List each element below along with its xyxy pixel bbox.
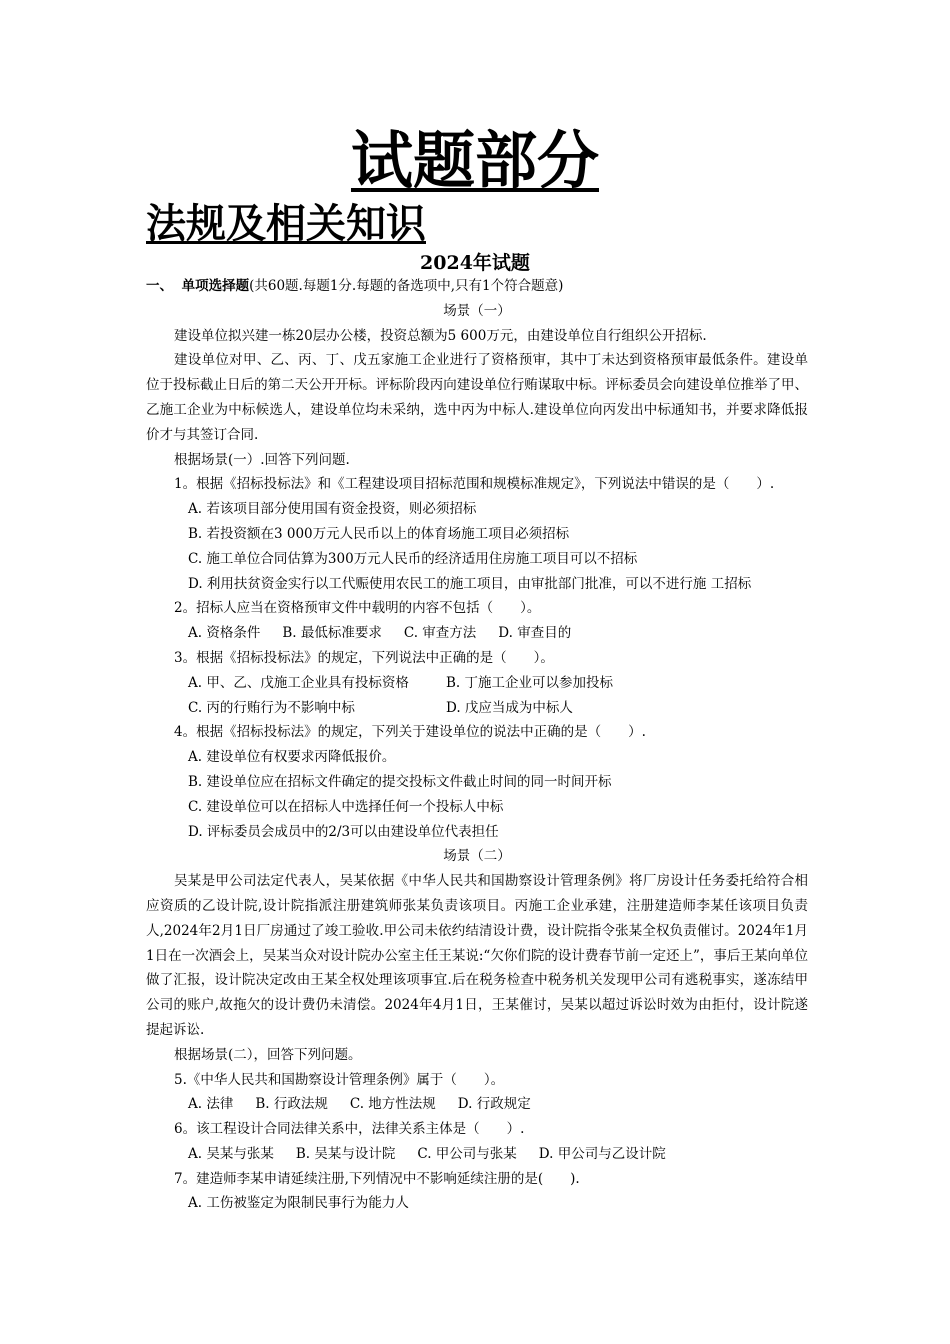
question-2-option-c: C. 审查方法: [403, 625, 477, 642]
question-7: 7。建造师李某申请延续注册,下列情况中不影响延续注册的是( ).: [174, 1170, 580, 1187]
main-title: 试题部分: [350, 124, 599, 197]
document-body: [146, 274, 808, 1216]
question-4-option-b: B. 建设单位应在招标文件确定的提交投标文件截止时间的同一时间开标: [188, 773, 612, 790]
question-5-option-a: A. 法律: [188, 1096, 234, 1113]
question-1-option-d: D. 利用扶贫资金实行以工代赈使用农民工的施工项目，由审批部门批准，可以不进行施 工招标: [188, 575, 752, 592]
question-3-options: [146, 671, 808, 721]
question-1: 1。根据《招标投标法》和《工程建设项目招标范围和规模标准规定》，下列说法中错误的是（ ）.: [174, 476, 775, 493]
scene-1-paragraph: 建设单位拟兴建一栋20层办公楼，投资总额为5 600万元，由建设单位自行组织公开招标.: [174, 327, 707, 344]
question-2-option-a: A. 资格条件: [188, 625, 261, 642]
section-note: (共60题.每题1分.每题的备选项中,只有1个符合题意): [249, 278, 564, 294]
question-2-option-d: D. 审查目的: [498, 625, 572, 642]
question-3-option-b: B. 丁施工企业可以参加投标: [446, 674, 614, 691]
question-6-option-a: A. 吴某与张某: [188, 1145, 274, 1162]
question-6-option-b: B. 吴某与设计院: [295, 1145, 396, 1162]
question-4-option-a: A. 建设单位有权要求丙降低报价。: [188, 749, 396, 766]
question-3-option-a: A. 甲、乙、戊施工企业具有投标资格: [188, 674, 409, 691]
question-3-option-c: C. 丙的行贿行为不影响中标: [188, 699, 355, 716]
question-2-option-b: B. 最低标准要求: [282, 625, 382, 642]
question-4-option-c: C. 建设单位可以在招标人中选择任何一个投标人中标: [188, 798, 504, 815]
question-3-option-d: D. 戊应当成为中标人: [446, 699, 573, 716]
question-3: 3。根据《招标投标法》的规定，下列说法中正确的是（ ）。: [174, 649, 554, 666]
question-1-option-b: B. 若投资额在3 000万元人民币以上的体育场施工项目必须招标: [188, 525, 570, 542]
scene-2-prompt: 根据场景(二），回答下列问题。: [174, 1046, 362, 1063]
subtitle: 法规及相关知识: [146, 201, 426, 247]
scene-2-heading: 场景（二）: [443, 848, 511, 865]
question-6-option-c: C. 甲公司与张某: [417, 1145, 517, 1162]
question-4-option-d: D. 评标委员会成员中的2/3可以由建设单位代表担任: [188, 823, 499, 840]
question-5-option-d: D. 行政规定: [457, 1096, 531, 1113]
scene-1-prompt: 根据场景(一）.回答下列问题.: [174, 451, 350, 468]
question-6: 6。该工程设计合同法律关系中，法律关系主体是（ ）.: [174, 1121, 525, 1138]
year-heading: 2024年试题: [420, 252, 530, 274]
question-7-option-a: A. 工伤被鉴定为限制民事行为能力人: [188, 1195, 409, 1212]
scene-1-heading: 场景（一）: [443, 302, 511, 319]
question-1-option-c: C. 施工单位合同估算为300万元人民币的经济适用住房施工项目可以不招标: [188, 550, 638, 567]
question-4: 4。根据《招标投标法》的规定，下列关于建设单位的说法中正确的是（ ）.: [174, 724, 646, 741]
question-2: 2。招标人应当在资格预审文件中载明的内容不包括（ ）。: [174, 600, 541, 617]
section-number: 一、: [146, 278, 173, 294]
question-5: 5.《中华人民共和国勘察设计管理条例》属于（ ）。: [174, 1071, 505, 1088]
section-label: 单项选择题: [181, 278, 250, 294]
question-6-option-d: D. 甲公司与乙设计院: [538, 1145, 666, 1162]
question-6-options: [146, 1142, 808, 1167]
question-5-option-b: B. 行政法规: [255, 1096, 328, 1113]
question-5-options: [146, 1092, 808, 1117]
section-heading: [146, 274, 808, 299]
scene-2-paragraph: 吴某是甲公司法定代表人，吴某依据《中华人民共和国勘察设计管理条例》将厂房设计任务委托给符合相应资质的乙设计院,设计院指派注册建筑师张某负责该项目。丙施工企业承建，注册建造师李某任该项目负责人,2024年2月1日厂房通过了竣工验收.甲公司未依约结清设计费，设计院指令张某全权负责催讨。2024年1月1日在一次酒会上，吴某当众对设计院办公室主任王某说:“欠你们院的设计费春节前一定还上”，事后王某向单位做了汇报，设计院决定改由王某全权处理该项事宜.后在税务检查中税务机关发现甲公司有逃税事实，遂冻结甲公司的账户,故拖欠的设计费仍未清偿。2024年4月1日，王某催讨，吴某以超过诉讼时效为由拒付，设计院遂提起诉讼.: [146, 873, 808, 1038]
question-5-option-c: C. 地方性法规: [349, 1096, 436, 1113]
scene-1-paragraph: 建设单位对甲、乙、丙、丁、戊五家施工企业进行了资格预审，其中丁未达到资格预审最低条件。建设单位于投标截止日后的第二天公开开标。评标阶段丙向建设单位行贿谋取中标。评标委员会向建设单位推举了甲、乙施工企业为中标候选人，建设单位均未采纳，选中丙为中标人.建设单位向丙发出中标通知书，并要求降低报价才与其签订合同.: [146, 352, 808, 443]
question-2-options: [146, 621, 808, 646]
question-1-option-a: A. 若该项目部分使用国有资金投资，则必须招标: [188, 501, 477, 518]
